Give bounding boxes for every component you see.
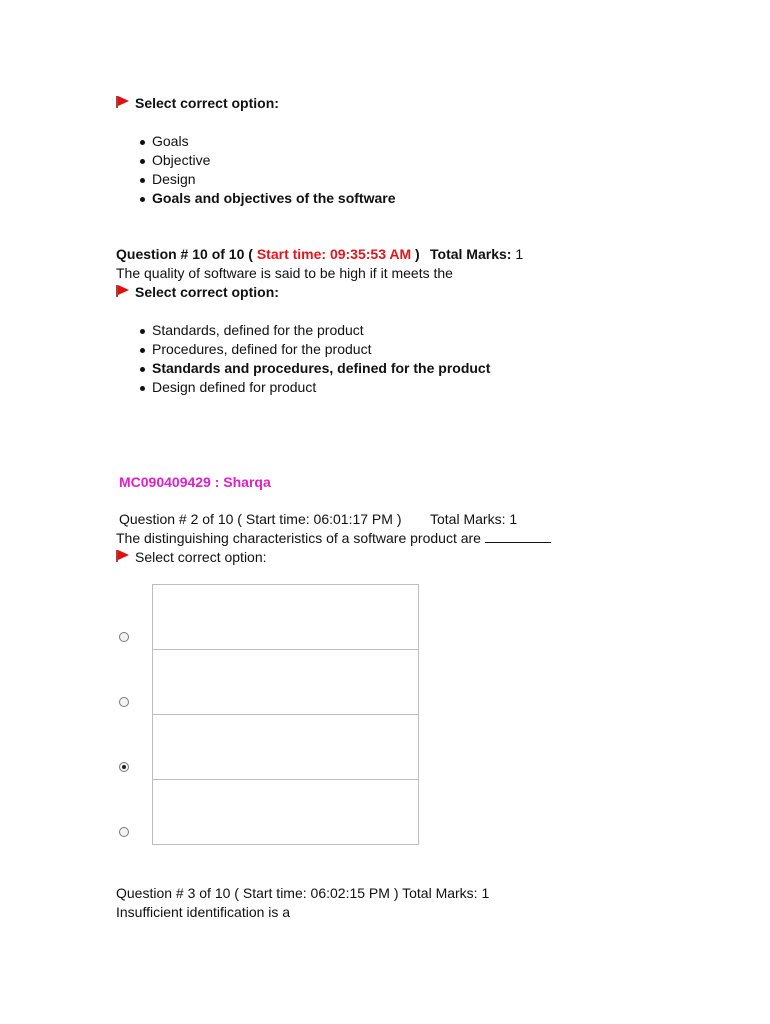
list-item: Procedures, defined for the product <box>138 340 490 359</box>
option-cell[interactable] <box>153 780 418 845</box>
q10-text: The quality of software is said to be high if it meets the <box>116 265 453 281</box>
flag-icon <box>116 549 130 563</box>
option-radio-1[interactable] <box>119 632 129 642</box>
option-radio-3-selected[interactable] <box>119 762 129 772</box>
list-item-correct: Goals and objectives of the software <box>138 189 396 208</box>
option-cell[interactable] <box>153 585 418 650</box>
list-item-correct: Standards and procedures, defined for the product <box>138 359 490 378</box>
q9-options <box>138 132 396 208</box>
flag-icon <box>116 284 130 298</box>
student-id: MC090409429 : Sharqa <box>119 474 271 490</box>
q3-header: Question # 3 of 10 ( Start time: 06:02:15 PM ) Total Marks: 1 <box>116 885 490 901</box>
option-radio-2[interactable] <box>119 697 129 707</box>
option-radio-4[interactable] <box>119 827 129 837</box>
q2-total-marks: Total Marks: 1 <box>430 511 518 527</box>
total-marks-label: Total Marks: <box>430 246 512 262</box>
q2-question-text: The distinguishing characteristics of a software product are <box>116 530 481 546</box>
select-option-prompt: Select correct option: <box>135 549 267 565</box>
option-cell[interactable] <box>153 715 418 780</box>
list-item: Design <box>138 170 396 189</box>
total-marks-value: 1 <box>511 246 524 262</box>
q3-text: Insufficient identification is a <box>116 904 291 920</box>
q2-text <box>116 530 551 546</box>
list-item: Design defined for product <box>138 378 490 397</box>
q10-paren: ) <box>411 246 420 262</box>
option-cell[interactable] <box>153 650 418 715</box>
flag-icon <box>116 95 130 109</box>
q10-options <box>138 321 490 397</box>
q10-number: Question # 10 of 10 ( <box>116 246 257 262</box>
select-option-prompt: Select correct option: <box>135 95 279 111</box>
answer-blank <box>485 530 551 543</box>
q2-header: Question # 2 of 10 ( Start time: 06:01:17 PM ) <box>119 511 402 527</box>
list-item: Goals <box>138 132 396 151</box>
select-option-prompt: Select correct option: <box>135 284 279 300</box>
options-table <box>152 584 419 845</box>
q10-total-marks <box>430 246 523 262</box>
list-item: Standards, defined for the product <box>138 321 490 340</box>
list-item: Objective <box>138 151 396 170</box>
q10-start-time: Start time: 09:35:53 AM <box>256 246 412 262</box>
q10-header <box>116 246 420 262</box>
